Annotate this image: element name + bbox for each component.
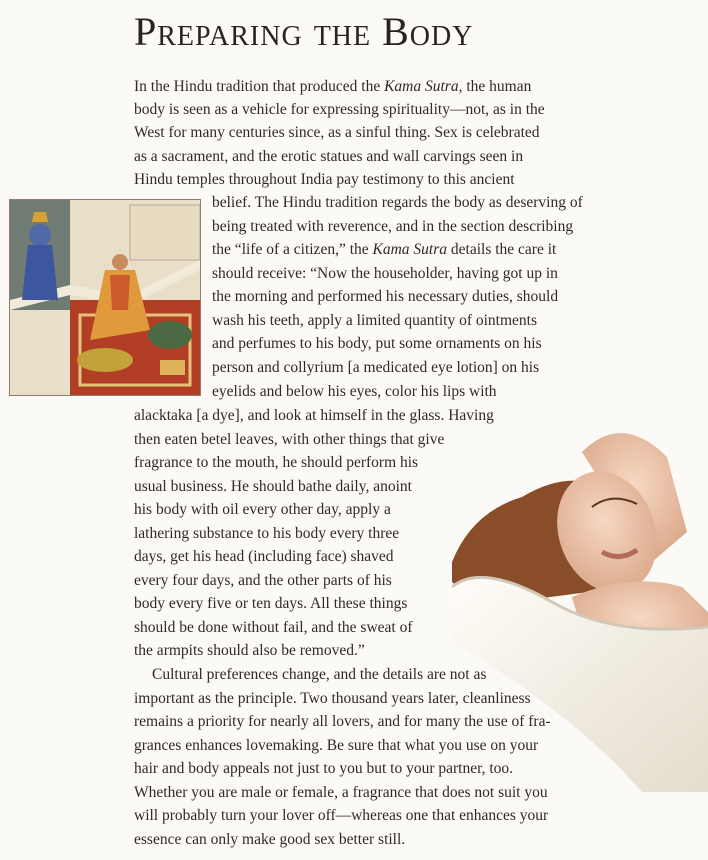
- text-line: the armpits should also be removed.”: [134, 642, 365, 659]
- text-line: then eaten betel leaves, with other things that give: [134, 431, 445, 448]
- text-line: remains a priority for nearly all lovers, and for many the use of fra-: [134, 713, 551, 730]
- text-line: eyelids and below his eyes, color his lips with: [212, 383, 497, 400]
- text-line: alacktaka [a dye], and look at himself in the glass. Having: [134, 407, 494, 424]
- text-line: should receive: “Now the householder, having got up in: [212, 265, 558, 282]
- text-line: as a sacrament, and the erotic statues and wall carvings seen in: [134, 148, 524, 165]
- text-line: West for many centuries since, as a sinful thing. Sex is celebrated: [134, 124, 540, 141]
- text-line: important as the principle. Two thousand years later, cleanliness: [134, 690, 531, 707]
- text-line: essence can only make good sex better still.: [134, 831, 406, 848]
- text-line: fragrance to the mouth, he should perform his: [134, 454, 419, 471]
- text-line: person and collyrium [a medicated eye lotion] on his: [212, 359, 540, 376]
- text-line: and perfumes to his body, put some ornaments on his: [212, 335, 542, 352]
- text-line: Hindu temples throughout India pay testimony to this ancient: [134, 171, 515, 188]
- text-line: days, get his head (including face) shaved: [134, 548, 394, 565]
- text-line: will probably turn your lover off—whereas one that enhances your: [134, 807, 549, 824]
- text-line: wash his teeth, apply a limited quantity of ointments: [212, 312, 538, 329]
- text-line: should be done without fail, and the sweat of: [134, 619, 413, 636]
- miniature-painting: [9, 199, 201, 396]
- text-line: grances enhances lovemaking. Be sure that what you use on your: [134, 737, 539, 754]
- text-line: being treated with reverence, and in the section describing: [212, 218, 574, 235]
- text-line: body is seen as a vehicle for expressing spirituality—not, as in the: [134, 101, 545, 118]
- text-line: hair and body appeals not just to you but to your partner, too.: [134, 760, 514, 777]
- text-line: belief. The Hindu tradition regards the body as deserving of: [212, 194, 583, 211]
- text-line: the morning and performed his necessary duties, should: [212, 288, 559, 305]
- text-line: lathering substance to his body every three: [134, 525, 400, 542]
- text-line: every four days, and the other parts of his: [134, 572, 392, 589]
- text-line: his body with oil every other day, apply a: [134, 501, 391, 518]
- text-line: usual business. He should bathe daily, anoint: [134, 478, 412, 495]
- text-line: body every five or ten days. All these things: [134, 595, 408, 612]
- text-line: Whether you are male or female, a fragrance that does not suit you: [134, 784, 548, 801]
- text-line: In the Hindu tradition that produced the Kama Sutra, the human: [134, 78, 532, 95]
- text-line: the “life of a citizen,” the Kama Sutra details the care it: [212, 241, 557, 258]
- page-title: Preparing the Body: [134, 9, 474, 54]
- text-line: Cultural preferences change, and the details are not as: [152, 666, 487, 683]
